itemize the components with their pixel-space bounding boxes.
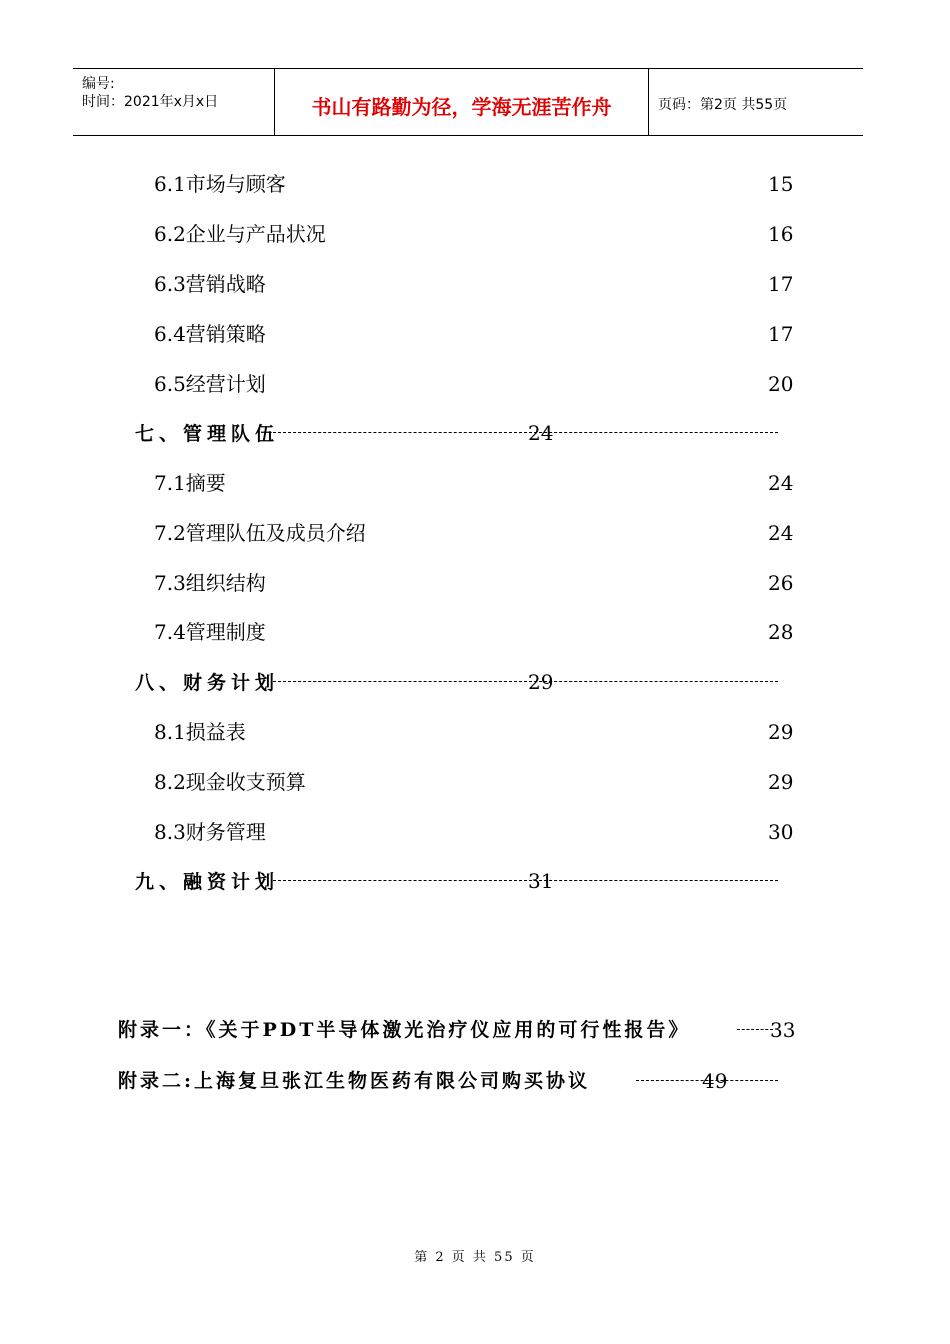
toc-section-page: 24 <box>528 421 554 445</box>
dotted-leader <box>737 1029 773 1030</box>
toc-entry-page: 20 <box>768 372 794 396</box>
toc-entry-page: 17 <box>768 272 794 296</box>
appendix-title[interactable]: 附录一：《关于PDT半导体激光治疗仪应用的可行性报告》 <box>118 1019 691 1041</box>
toc-entry-title[interactable]: 8.3财务管理 <box>154 820 266 844</box>
toc-entry-page: 24 <box>768 521 794 545</box>
header-left-cell <box>73 69 275 135</box>
toc-section-page: 31 <box>528 869 554 893</box>
dotted-leader <box>273 681 778 682</box>
toc-entry-title[interactable]: 6.5经营计划 <box>154 372 266 396</box>
toc-leader <box>273 421 778 445</box>
appendix-leader <box>636 1068 778 1094</box>
header-motto-cell <box>275 69 649 135</box>
toc-entry-page: 17 <box>768 322 794 346</box>
toc-entry-title[interactable]: 6.2企业与产品状况 <box>154 222 326 246</box>
dotted-leader <box>273 432 778 433</box>
toc-entry-page: 15 <box>768 172 794 196</box>
toc-section-title[interactable]: 九、融资计划 <box>135 871 280 893</box>
toc-entry-page: 29 <box>768 770 794 794</box>
motto: 书山有路勤为径，学海无涯苦作舟 <box>311 95 612 119</box>
toc-entry-title[interactable]: 8.1损益表 <box>154 720 246 744</box>
toc-section-title[interactable]: 七、管理队伍 <box>135 423 280 445</box>
appendix-title[interactable]: 附录二:上海复旦张江生物医药有限公司购买协议 <box>118 1070 591 1092</box>
toc-entry-page: 24 <box>768 471 794 495</box>
header-right-cell <box>649 69 863 135</box>
toc-entry-title[interactable]: 7.3组织结构 <box>154 571 266 595</box>
page-footer: 第 2 页 共 55 页 <box>414 1250 536 1265</box>
toc-entry-page: 28 <box>768 620 794 644</box>
date-label: 时间：2021年x月x日 <box>82 94 219 110</box>
toc-entry-title[interactable]: 6.1市场与顾客 <box>154 172 286 196</box>
toc-leader <box>273 670 778 694</box>
toc-leader <box>273 869 778 893</box>
toc-entry-title[interactable]: 7.2管理队伍及成员介绍 <box>154 521 366 545</box>
appendix-page: 49 <box>702 1069 728 1093</box>
appendix-leader <box>737 1017 773 1043</box>
toc-entry-page: 26 <box>768 571 794 595</box>
appendix-page: 33 <box>770 1018 796 1042</box>
toc-entry-page: 29 <box>768 720 794 744</box>
dotted-leader <box>273 880 778 881</box>
toc-entry-page: 16 <box>768 222 794 246</box>
toc-section-title[interactable]: 八、财务计划 <box>135 672 280 694</box>
toc-entry-title[interactable]: 7.1摘要 <box>154 471 226 495</box>
toc-entry-title[interactable]: 7.4管理制度 <box>154 620 266 644</box>
toc-entry-title[interactable]: 6.4营销策略 <box>154 322 266 346</box>
toc-section-page: 29 <box>528 670 554 694</box>
toc-entry-title[interactable]: 6.3营销战略 <box>154 272 266 296</box>
number-label: 编号: <box>82 76 115 92</box>
toc-entry-page: 30 <box>768 820 794 844</box>
appendix-page-wrap <box>770 1017 800 1043</box>
page-header <box>73 68 863 136</box>
toc-entry-title[interactable]: 8.2现金收支预算 <box>154 770 306 794</box>
page-counter: 页码：第2页 共55页 <box>658 97 788 113</box>
